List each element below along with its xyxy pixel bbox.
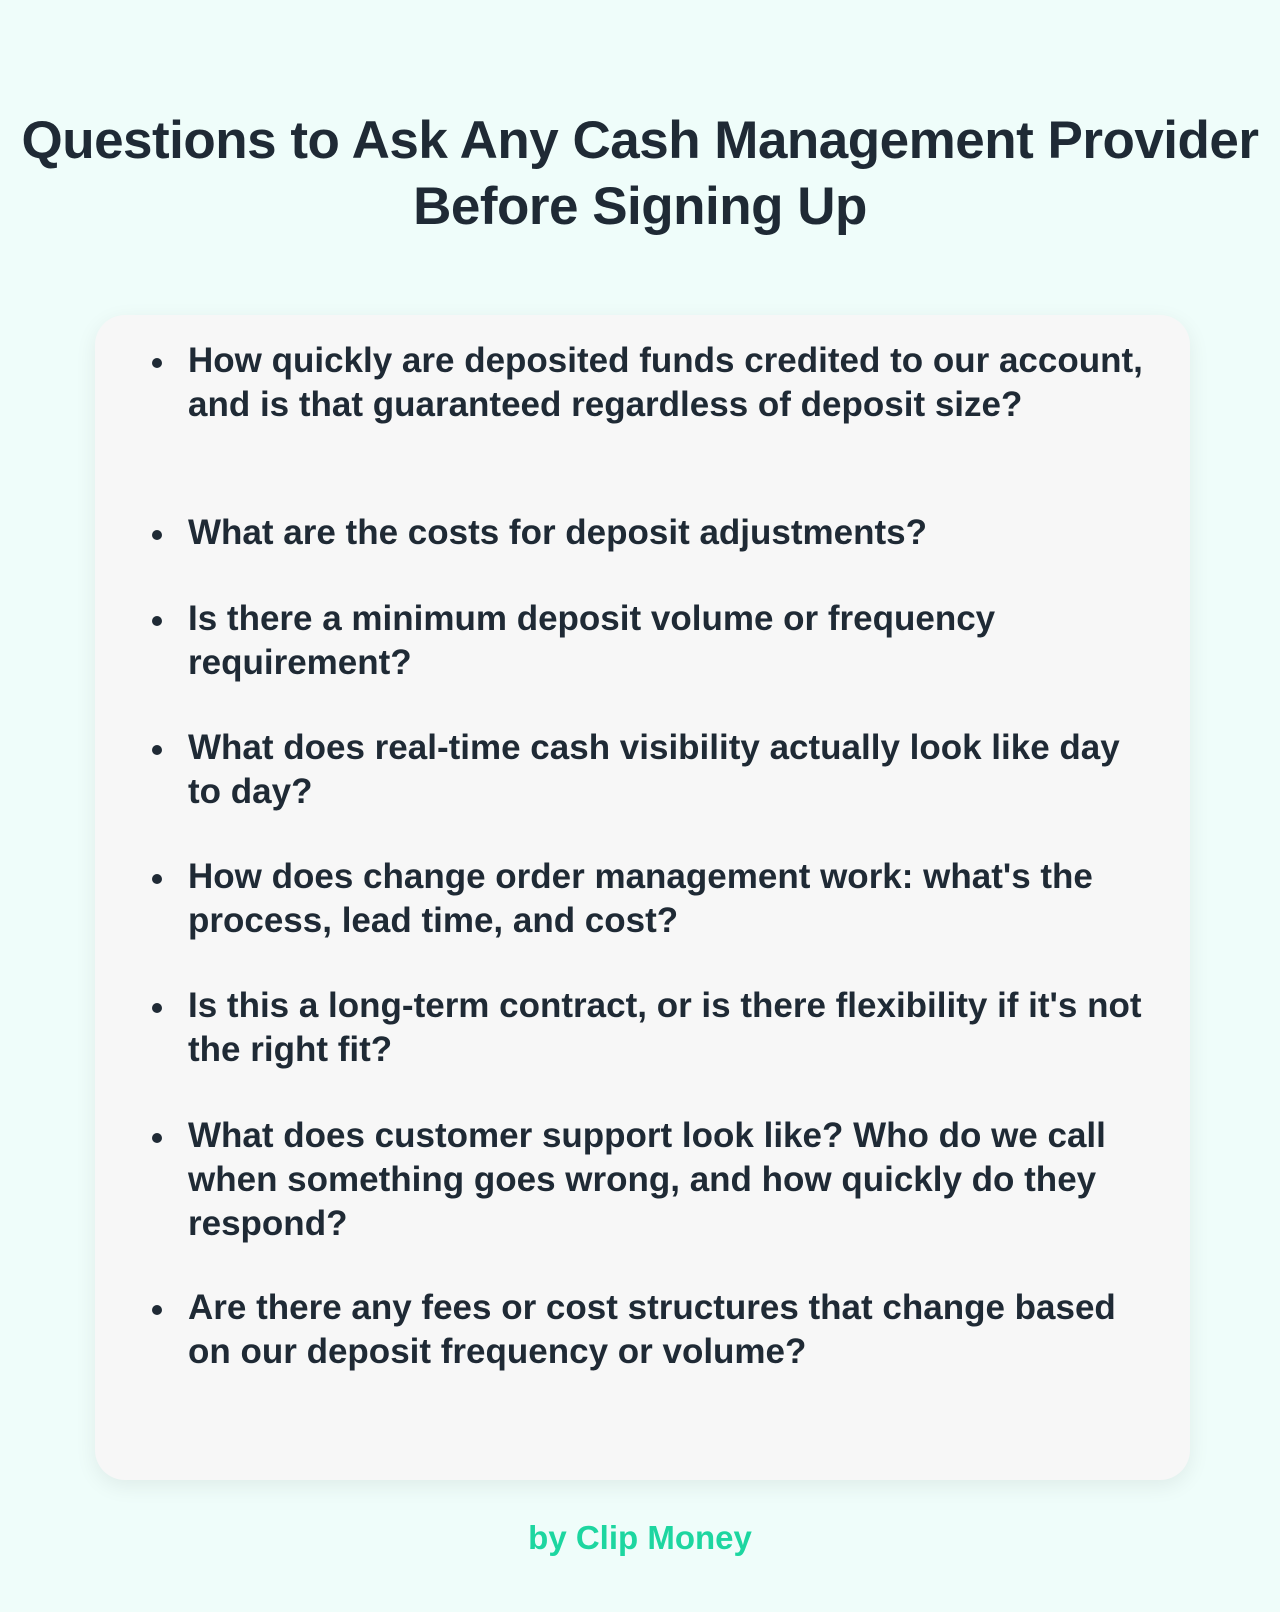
bullet-icon (152, 874, 162, 884)
page-title: Questions to Ask Any Cash Management Provider Before Signing Up (21, 111, 1259, 236)
list-item (188, 726, 1148, 814)
bullet-icon (152, 530, 162, 540)
question-text: What does customer support look like? Who do we call when something goes wrong, and how quickly do they respond? (188, 1116, 1106, 1243)
question-text: Are there any fees or cost structures that change based on our deposit frequency or volume? (188, 1288, 1116, 1371)
list-item (188, 597, 1148, 685)
question-text: What does real-time cash visibility actually look like day to day? (188, 728, 1120, 811)
list-item (188, 855, 1148, 943)
list-item (188, 1286, 1148, 1374)
bullet-icon (152, 1133, 162, 1143)
questions-card (95, 315, 1190, 1480)
brand-credit: by Clip Money (528, 1519, 752, 1556)
list-item (188, 984, 1148, 1072)
bullet-icon (152, 1305, 162, 1315)
question-text: What are the costs for deposit adjustments? (188, 513, 927, 552)
bullet-icon (152, 616, 162, 626)
list-item (188, 511, 1148, 555)
list-item (188, 339, 1148, 427)
bullet-icon (152, 1003, 162, 1013)
question-text: How quickly are deposited funds credited to our account, and is that guaranteed regardless of deposit size? (188, 341, 1143, 424)
question-text: How does change order management work: what's the process, lead time, and cost? (188, 857, 1093, 940)
question-text: Is this a long-term contract, or is there flexibility if it's not the right fit? (188, 986, 1142, 1069)
bullet-icon (152, 745, 162, 755)
question-text: Is there a minimum deposit volume or frequency requirement? (188, 599, 996, 682)
bullet-icon (152, 358, 162, 368)
list-item (188, 1114, 1148, 1246)
